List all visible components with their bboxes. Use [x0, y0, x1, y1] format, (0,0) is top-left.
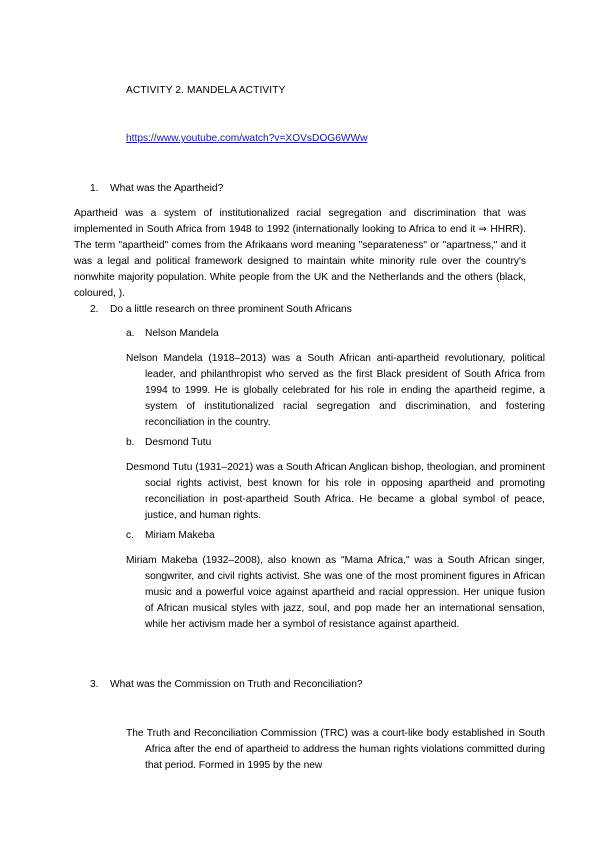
question-number: 3. [90, 679, 99, 690]
question-text: What was the Commission on Truth and Reconciliation? [110, 679, 363, 690]
person-letter: b. [126, 437, 135, 448]
question-number: 1. [90, 183, 99, 194]
question-1 [90, 183, 223, 194]
youtube-link[interactable]: https://www.youtube.com/watch?v=XOVsDOG6WWw [126, 133, 368, 144]
person-heading-tutu [126, 437, 211, 448]
person-letter: a. [126, 328, 135, 339]
person-name: Desmond Tutu [145, 437, 212, 448]
answer-1: Apartheid was a system of institutionalized racial segregation and discrimination that was implemented in South Africa from 1948 to 1992 (internationally looking to Africa to end it ⇒ HHRR). The term "apartheid" comes from the Afrikaans word meaning "separateness" or "apartness," and it was a legal and political framework designed to maintain white minority rule over the country's nonwhite majority population. White people from the UK and the Netherlands and the others (black, coloured, ). [74, 208, 526, 299]
bio-makeba: Miriam Makeba (1932–2008), also known as "Mama Africa," was a South African singer, songwriter, and civil rights activist. She was one of the most prominent figures in African music and a powerful voice against apartheid and racial oppression. Her unique fusion of African musical styles with jazz, soul, and pop made her an international sensation, while her activism made her a symbol of resistance against apartheid. [126, 555, 545, 630]
person-letter: c. [126, 530, 134, 541]
question-3 [90, 679, 363, 690]
person-name: Miriam Makeba [145, 530, 215, 541]
question-2 [90, 304, 352, 315]
question-number: 2. [90, 304, 99, 315]
question-text: What was the Apartheid? [110, 183, 224, 194]
question-text: Do a little research on three prominent South Africans [110, 304, 352, 315]
document-title: ACTIVITY 2. MANDELA ACTIVITY [126, 85, 286, 96]
person-heading-mandela [126, 328, 219, 339]
bio-tutu: Desmond Tutu (1931–2021) was a South African Anglican bishop, theologian, and prominent social rights activist, best known for his role in opposing apartheid and promoting reconciliation in post-apartheid South Africa. He became a global symbol of peace, justice, and human rights. [126, 462, 545, 521]
bio-mandela: Nelson Mandela (1918–2013) was a South African anti-apartheid revolutionary, political leader, and philanthropist who served as the first Black president of South Africa from 1994 to 1999. He is globally celebrated for his role in ending the apartheid regime, a system of institutionalized racial segregation and discrimination, and fostering reconciliation in the country. [126, 353, 545, 428]
answer-3: The Truth and Reconciliation Commission (TRC) was a court-like body established in South Africa after the end of apartheid to address the human rights violations committed during that period. Formed in 1995 by the new [126, 728, 545, 771]
person-heading-makeba [126, 530, 215, 541]
person-name: Nelson Mandela [145, 328, 219, 339]
